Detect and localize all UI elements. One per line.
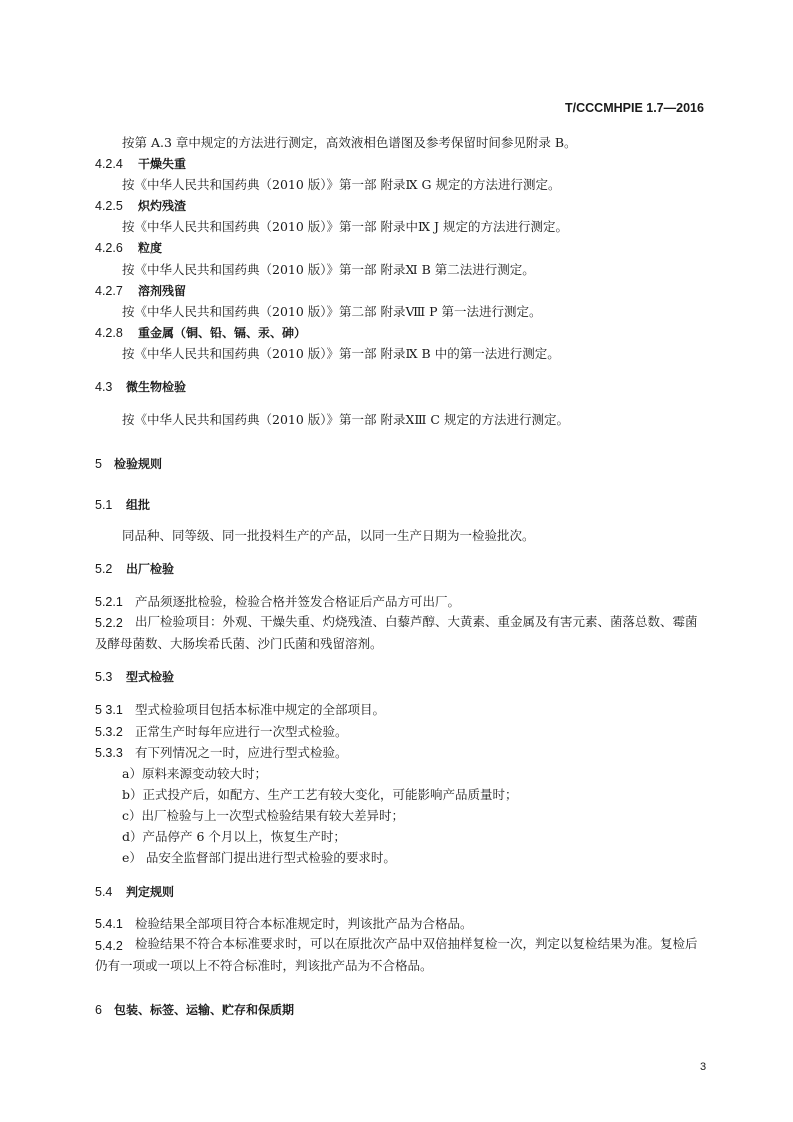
section-4-2-5-number: 4.2.5 <box>95 199 123 213</box>
section-5-2-2-number: 5.2.2 <box>95 616 123 630</box>
section-4-2-8-number: 4.2.8 <box>95 326 123 340</box>
section-4-2-7-text: 按《中华人民共和国药典（2010 版）》第二部 附录Ⅷ P 第一法进行测定。 <box>122 304 542 319</box>
section-4-2-6-text: 按《中华人民共和国药典（2010 版）》第一部 附录Ⅺ B 第二法进行测定。 <box>122 262 535 277</box>
section-4-2-4-title: 干燥失重 <box>138 157 187 171</box>
list-item-d: d）产品停产 6 个月以上，恢复生产时； <box>122 829 346 844</box>
section-5-1-text: 同品种、同等级、同一批投料生产的产品，以同一生产日期为一检验批次。 <box>122 528 535 543</box>
section-5-1-number: 5.1 <box>95 498 113 512</box>
section-4-2-6-title: 粒度 <box>138 241 163 255</box>
list-item-e: e） 品安全监督部门提出进行型式检验的要求时。 <box>122 850 396 865</box>
section-5-4-1-text: 检验结果全部项目符合本标准规定时，判该批产品为合格品。 <box>135 916 473 931</box>
section-6-number: 6 <box>95 1003 102 1017</box>
section-5-2-2-text: 出厂检验项目：外观、干燥失重、灼烧残渣、白藜芦醇、大黄素、重金属及有害元素、菌落总数、霉菌及酵母菌数、大肠埃希氏菌、沙门氏菌和残留溶剂。 <box>95 614 698 651</box>
section-4-2-8-title: 重金属（铜、铅、镉、汞、砷） <box>138 326 307 340</box>
section-5-3-2-number: 5.3.2 <box>95 725 123 739</box>
section-5-3-3-number: 5.3.3 <box>95 746 123 760</box>
list-item-a: a）原料来源变动较大时； <box>122 766 267 781</box>
list-item-c: c）出厂检验与上一次型式检验结果有较大差异时； <box>122 808 405 823</box>
section-5-3-2-text: 正常生产时每年应进行一次型式检验。 <box>135 724 348 739</box>
section-5-3-1-text: 型式检验项目包括本标准中规定的全部项目。 <box>135 702 386 717</box>
section-5-2-number: 5.2 <box>95 562 113 576</box>
section-4-2-7-title: 溶剂残留 <box>138 284 187 298</box>
section-5-2-1-number: 5.2.1 <box>95 595 123 609</box>
section-4-3-number: 4.3 <box>95 380 113 394</box>
section-5-3-1-number: 5 3.1 <box>95 703 123 717</box>
section-5-4-number: 5.4 <box>95 885 113 899</box>
section-4-2-5-title: 炽灼残渣 <box>138 199 187 213</box>
section-4-2-7-number: 4.2.7 <box>95 284 123 298</box>
section-5-4-title: 判定规则 <box>126 885 175 899</box>
section-5-4-2-number: 5.4.2 <box>95 939 123 953</box>
section-5-title: 检验规则 <box>114 457 163 471</box>
section-5-4-2-text: 检验结果不符合本标准要求时，可以在原批次产品中双倍抽样复检一次，判定以复检结果为准。复检后仍有一项或一项以上不符合标准时，判该批产品为不合格品。 <box>95 936 698 973</box>
section-5-3-3-text: 有下列情况之一时，应进行型式检验。 <box>135 745 348 760</box>
section-6-title: 包装、标签、运输、贮存和保质期 <box>114 1003 295 1017</box>
page-header-code: T/CCCMHPIE 1.7—2016 <box>565 101 704 115</box>
section-5-4-1-number: 5.4.1 <box>95 917 123 931</box>
section-4-2-6-number: 4.2.6 <box>95 241 123 255</box>
section-5-3-number: 5.3 <box>95 670 113 684</box>
section-5-1-title: 组批 <box>126 498 151 512</box>
paragraph-hplc: 按第 A.3 章中规定的方法进行测定，高效液相色谱图及参考保留时间参见附录 B。 <box>122 135 577 150</box>
section-5-2-1-text: 产品须逐批检验，检验合格并签发合格证后产品方可出厂。 <box>135 594 461 609</box>
section-4-3-text: 按《中华人民共和国药典（2010 版）》第一部 附录ⅩⅢ C 规定的方法进行测定。 <box>122 412 569 427</box>
section-4-2-4-text: 按《中华人民共和国药典（2010 版）》第一部 附录Ⅸ G 规定的方法进行测定。 <box>122 177 561 192</box>
section-5-3-title: 型式检验 <box>126 670 175 684</box>
section-4-2-5-text: 按《中华人民共和国药典（2010 版）》第一部 附录中Ⅸ J 规定的方法进行测定。 <box>122 219 569 234</box>
page-number: 3 <box>700 1061 707 1073</box>
section-4-3-title: 微生物检验 <box>126 380 187 394</box>
list-item-b: b）正式投产后，如配方、生产工艺有较大变化，可能影响产品质量时； <box>122 787 518 802</box>
section-4-2-8-text: 按《中华人民共和国药典（2010 版）》第一部 附录Ⅸ B 中的第一法进行测定。 <box>122 346 560 361</box>
section-5-number: 5 <box>95 457 102 471</box>
section-5-2-title: 出厂检验 <box>126 562 175 576</box>
section-4-2-4-number: 4.2.4 <box>95 157 123 171</box>
